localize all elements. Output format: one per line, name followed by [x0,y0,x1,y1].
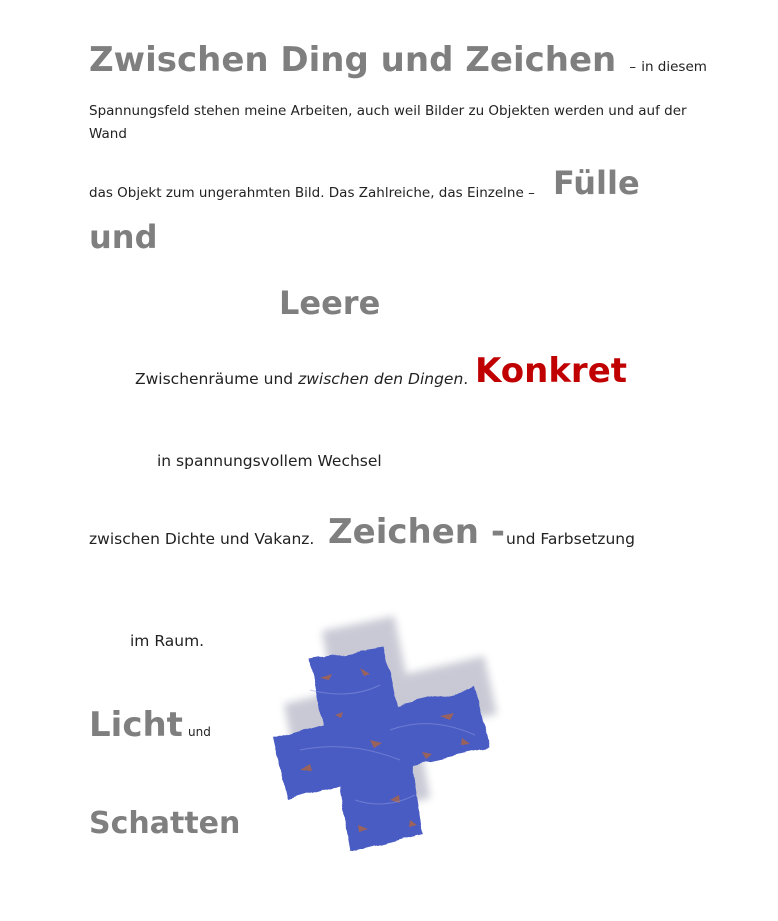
word-schatten: Schatten [89,806,241,841]
line-farbsetzung: und Farbsetzung [506,530,635,548]
zwischenraeume-text: Zwischenräume und [135,370,294,388]
line-schatten [89,806,245,841]
word-und-2: und [188,725,211,739]
word-konkret: Konkret [475,351,628,391]
line-im-raum: im Raum. [130,632,205,650]
paragraph-line-2: Spannungsfeld stehen meine Arbeiten, auch weil Bilder zu Objekten werden und auf der [89,103,687,119]
period-1: . [463,370,469,388]
heading-line [89,40,707,80]
heading-tail: in diesem [641,59,707,75]
word-fuelle: Fülle [553,164,640,202]
word-zeichen: Zeichen - [328,512,505,552]
heading-dash: – [629,59,637,75]
line-licht [89,705,211,745]
line-spannungsvoll: in spannungsvollem Wechsel [157,452,382,470]
paragraph-line-4: das Objekt zum ungerahmten Bild. Das Zahlreiche, das Einzelne – [89,185,535,201]
artwork-image [240,580,544,917]
line-dichte: zwischen Dichte und Vakanz. [89,530,315,548]
blue-cross-icon [240,580,544,917]
line-zwischenraeume [135,370,468,388]
zwischen-den-dingen-text: zwischen den Dingen [298,370,464,388]
page-title: Zwischen Ding und Zeichen [89,40,617,80]
word-und-1: und [89,218,158,256]
word-licht: Licht [89,705,183,745]
word-leere: Leere [279,284,381,322]
paragraph-line-3: Wand [89,126,127,142]
